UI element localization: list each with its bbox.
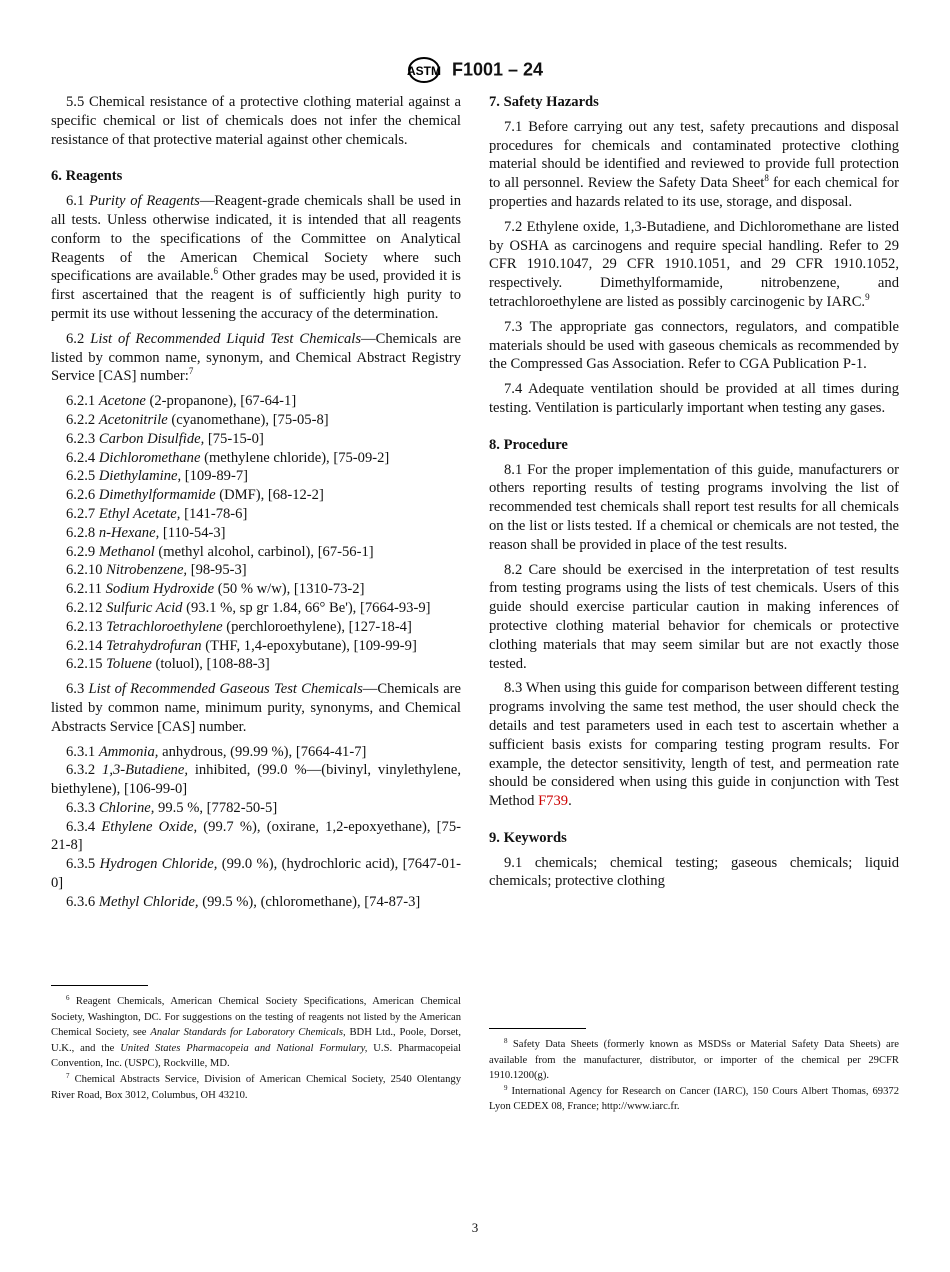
text: 6. Reagents: [51, 168, 123, 185]
paragraph: [489, 218, 899, 312]
paragraph: [489, 380, 899, 418]
text: 6.2.8: [66, 524, 99, 541]
text: 6.2.12: [66, 599, 107, 616]
text: 7.3 The appropriate gas connectors, regulators, and compatible materials should be used with gaseous chemicals as recommended by the Compressed Gas Association. Refer to CGA Publication P-1.: [489, 318, 899, 373]
footnote-ref: 7: [66, 1071, 70, 1080]
page-number: 3: [471, 1220, 479, 1235]
paragraph: [51, 680, 461, 736]
list-item: [51, 411, 461, 430]
list-item: [51, 599, 461, 618]
text: .: [568, 793, 572, 810]
page-header: [0, 56, 950, 84]
text: BDH Ltd., Poole, Dorset, U.K., and the: [51, 1027, 462, 1054]
footnote-ref: 8: [504, 1037, 508, 1045]
text: 6.3.6: [66, 893, 99, 910]
text: (methylene chloride), [75-09-2]: [200, 449, 390, 466]
italic-text: List of Recommended Liquid Test Chemicals: [90, 330, 362, 347]
text: 6.2: [66, 330, 91, 347]
text: Safety Data Sheets (formerly known as MSDSs or Material Safety Data Sheets) are available from the manufacturer, distributor, or importer of the chemical per 29CFR 1910.1200(g).: [489, 1039, 899, 1082]
italic-text: Ethyl Acetate,: [98, 505, 181, 522]
text: 6.2.15: [66, 656, 107, 673]
list-item: [51, 561, 461, 580]
text: —Chemicals are listed by common name, minimum purity, synonyms, and Chemical Abstracts Service [CAS] number.: [51, 681, 462, 735]
text: 7.4 Adequate ventilation should be provided at all times during testing. Ventilation is particularly important when testing any gases.: [489, 381, 899, 416]
paragraph: [489, 118, 899, 212]
italic-text: Hydrogen Chloride,: [99, 856, 218, 873]
paragraph: [489, 461, 899, 555]
text: 8.3 When using this guide for comparison between different testing programs involving the same test method, the user should check the details and test parameters used in each test to ascertain whether a sufficient basis exists for comparing testing program results. For example, the detector sensitivity, length of test, and permeation rate should be considered when using this guide in conjunction with Test Method: [489, 680, 899, 810]
section-heading: [51, 167, 461, 186]
text: Reagent Chemicals, American Chemical Society Specifications, American Chemical Society, Washington, DC. For suggestions on the testing of reagents not listed by the American Chemical Society, see: [51, 996, 461, 1039]
text: 6.3.5: [66, 856, 100, 873]
list-item: [51, 505, 461, 524]
text: 6.2.2: [66, 411, 99, 428]
list-item: [51, 449, 461, 468]
italic-text: Dimethylformamide: [98, 487, 216, 504]
section-heading: [489, 436, 899, 455]
italic-text: Tetrachloroethylene: [106, 618, 223, 635]
text: inhibited, (99.0 %—(bivinyl, vinylethylene, biethylene), [106-99-0]: [51, 762, 461, 798]
text: 6.2.13: [66, 618, 107, 635]
list-item: [51, 430, 461, 449]
text: 6.3.1: [66, 743, 99, 760]
text: —Chemicals are listed by common name, synonym, and Chemical Abstract Registry Service [CAS] number:: [51, 330, 461, 385]
text: 7.2 Ethylene oxide, 1,3-Butadiene, and Dichloromethane are listed by OSHA as carcinogens and require special handling. Refer to 29 CFR 1910.1047, 29 CFR 1910.1051, and 29 CFR 1910.1052, respectively. Dimethylformamide, nitrobenzene, and tetrachloroethylene are listed as possibly carcinogenic by IARC.: [489, 218, 899, 310]
text: —Reagent-grade chemicals shall be used in all tests. Unless otherwise indicated, it is intended that all reagents conform to the specifications of the Committee on Analytical Reagents of the American Chemical Society where such specifications are available.: [51, 193, 461, 285]
text: [110-54-3]: [159, 524, 226, 541]
footnote-rule: [489, 1028, 586, 1029]
footnote-rule: [51, 985, 148, 986]
text: International Agency for Research on Cancer (IARC), 150 Cours Albert Thomas, 69372 Lyon CEDEX 08, France; http://www.iarc.fr.: [489, 1085, 899, 1113]
right-column: [489, 93, 899, 897]
text: 6.2.14: [66, 637, 107, 654]
text: 5.5 Chemical resistance of a protective clothing material against a specific chemical or list of chemicals does not infer the chemical resistance of that protective material against other chemicals.: [51, 94, 461, 148]
text: 6.1: [66, 193, 89, 210]
text: 8.1 For the proper implementation of this guide, manufacturers or others reporting results of testing programs involving the list of recommended test chemicals shall report test results for all chemicals on the list or lists tested. If a chemical or chemicals are not tested, the reason shall be provided in place of the test results.: [489, 461, 899, 553]
italic-text: Analar Standards for Laboratory Chemicals,: [150, 1027, 346, 1039]
italic-text: United States Pharmacopeia and National Formulary,: [120, 1042, 368, 1054]
list-item: [51, 799, 461, 818]
section-heading: [489, 93, 899, 112]
text: 6.2.4: [66, 449, 99, 466]
text: 99.5 %, [7782-50-5]: [154, 799, 278, 816]
text: (99.0 %), (hydrochloric acid), [7647-01-0]: [51, 856, 462, 892]
paragraph: [489, 854, 899, 892]
text: 6.2.3: [66, 430, 99, 447]
italic-text: Toluene: [106, 656, 152, 673]
text: (methyl alcohol, carbinol), [67-56-1]: [154, 543, 374, 560]
text: 6.2.7: [66, 505, 99, 522]
italic-text: Acetonitrile: [98, 411, 168, 428]
paragraph: [489, 679, 899, 811]
paragraph: [51, 93, 461, 149]
italic-text: Ethylene Oxide,: [101, 818, 198, 835]
italic-text: Acetone: [98, 393, 146, 410]
italic-text: Dichloromethane: [98, 449, 201, 466]
text: 6.2.1: [66, 393, 99, 410]
footnote-ref: 9: [504, 1083, 508, 1092]
list-item: [51, 543, 461, 562]
text: 6.3: [66, 681, 89, 698]
text: (toluol), [108-88-3]: [151, 656, 270, 673]
list-item: [51, 743, 461, 762]
text: 6.3.4: [66, 818, 102, 835]
paragraph: [51, 330, 461, 386]
list-item: [51, 761, 461, 799]
footnote-ref: 7: [188, 366, 194, 377]
list-item: [51, 637, 461, 656]
text: 6.2.10: [66, 562, 107, 579]
text: 8. Procedure: [489, 436, 568, 453]
svg-text:ASTM: ASTM: [406, 64, 441, 78]
document-designation: F1001 – 24: [451, 59, 544, 80]
left-column: [51, 93, 461, 918]
paragraph: [489, 561, 899, 674]
paragraph: [51, 192, 461, 324]
text: 9.1 chemicals; chemical testing; gaseous chemicals; liquid chemicals; protective clothing: [489, 854, 899, 890]
paragraph: [489, 318, 899, 374]
text: 6.2.5: [66, 468, 99, 485]
paragraph: [489, 1037, 899, 1084]
text: 9. Keywords: [489, 829, 567, 846]
list-item: [51, 467, 461, 486]
footnote-ref: 6: [66, 994, 70, 1002]
text: 6.3.2: [66, 762, 103, 779]
text: (99.7 %), (oxirane, 1,2-epoxyethane), [75-21-8]: [51, 818, 461, 854]
text: anhydrous, (99.99 %), [7664-41-7]: [158, 743, 367, 760]
text: 7. Safety Hazards: [489, 94, 599, 110]
text: 6.2.11: [66, 581, 106, 598]
italic-text: List of Recommended Gaseous Test Chemicals: [88, 681, 363, 698]
text: (50 % w/w), [1310-73-2]: [214, 581, 365, 598]
text: Other grades may be used, provided it is first ascertained that the reagent is of sufficiently high purity to permit its use without lessening the accuracy of the determination.: [51, 268, 461, 322]
paragraph: [51, 1072, 461, 1103]
italic-text: Methyl Chloride,: [98, 893, 199, 910]
italic-text: Sodium Hydroxide: [105, 581, 215, 598]
text: (99.5 %), (chloromethane), [74-87-3]: [198, 893, 421, 910]
list-item: [51, 893, 461, 912]
footnote-ref: 6: [213, 266, 219, 277]
text: (THF, 1,4-epoxybutane), [109-99-9]: [201, 637, 417, 654]
italic-text: Carbon Disulfide,: [98, 430, 205, 447]
astm-logo-icon: [407, 56, 441, 84]
italic-text: Nitrobenzene,: [106, 562, 188, 579]
text: 8.2 Care should be exercised in the interpretation of test results from testing programs using the lists of test chemicals. Users of this guide should exercise particular caution in making inferences of protective clothing material behavior for chemicals or protective clothing materials that may seem similar but are not exactly those tested.: [489, 561, 899, 672]
text: U.S. Pharmacopeial Convention, Inc. (USPC), Rockville, MD.: [51, 1042, 461, 1070]
text: 6.2.9: [66, 543, 99, 560]
text: (perchloroethylene), [127-18-4]: [222, 618, 412, 635]
standard-link[interactable]: F739: [538, 793, 569, 810]
italic-text: Tetrahydrofuran: [106, 637, 202, 654]
italic-text: Purity of Reagents: [89, 193, 200, 210]
footnotes-left: [51, 985, 461, 1103]
text: Chemical Abstracts Service, Division of American Chemical Society, 2540 Olentangy River Road, Box 3012, Columbus, OH 43210.: [51, 1073, 461, 1101]
text: [109-89-7]: [181, 468, 248, 485]
text: (cyanomethane), [75-05-8]: [167, 411, 329, 428]
list-item: [51, 524, 461, 543]
paragraph: [51, 994, 461, 1072]
text: (DMF), [68-12-2]: [215, 487, 324, 504]
list-item: [51, 618, 461, 637]
italic-text: Sulfuric Acid: [106, 599, 183, 616]
text: [98-95-3]: [187, 562, 247, 579]
text: 7.1 Before carrying out any test, safety precautions and disposal procedures for chemicals and contaminated protective clothing material should be identified and reviewed to provide full protection to all personnel. Review the Safety Data Sheet: [489, 118, 899, 192]
list-item: [51, 392, 461, 411]
list-item: [51, 655, 461, 674]
list-item: [51, 486, 461, 505]
footnote-ref: 9: [865, 291, 870, 302]
italic-text: Diethylamine,: [98, 468, 182, 485]
italic-text: Chlorine,: [98, 799, 155, 816]
text: 6.2.6: [66, 487, 99, 504]
text: for each chemical for properties and hazards related to its use, storage, and disposal.: [489, 175, 899, 210]
text: (93.1 %, sp gr 1.84, 66° Be'), [7664-93-9]: [182, 599, 431, 616]
italic-text: n-Hexane,: [98, 524, 160, 541]
text: [75-15-0]: [204, 430, 264, 447]
list-item: [51, 580, 461, 599]
text: (2-propanone), [67-64-1]: [145, 393, 297, 410]
italic-text: 1,3-Butadiene,: [102, 762, 188, 779]
text: [141-78-6]: [180, 505, 248, 522]
footnote-ref: 8: [764, 173, 769, 184]
italic-text: Ammonia,: [98, 743, 159, 760]
list-item: [51, 855, 461, 893]
paragraph: [489, 1084, 899, 1115]
list-item: [51, 818, 461, 856]
text: 6.3.3: [66, 799, 99, 816]
footnotes-right: [489, 1028, 899, 1115]
italic-text: Methanol: [98, 543, 155, 560]
section-heading: [489, 829, 899, 848]
